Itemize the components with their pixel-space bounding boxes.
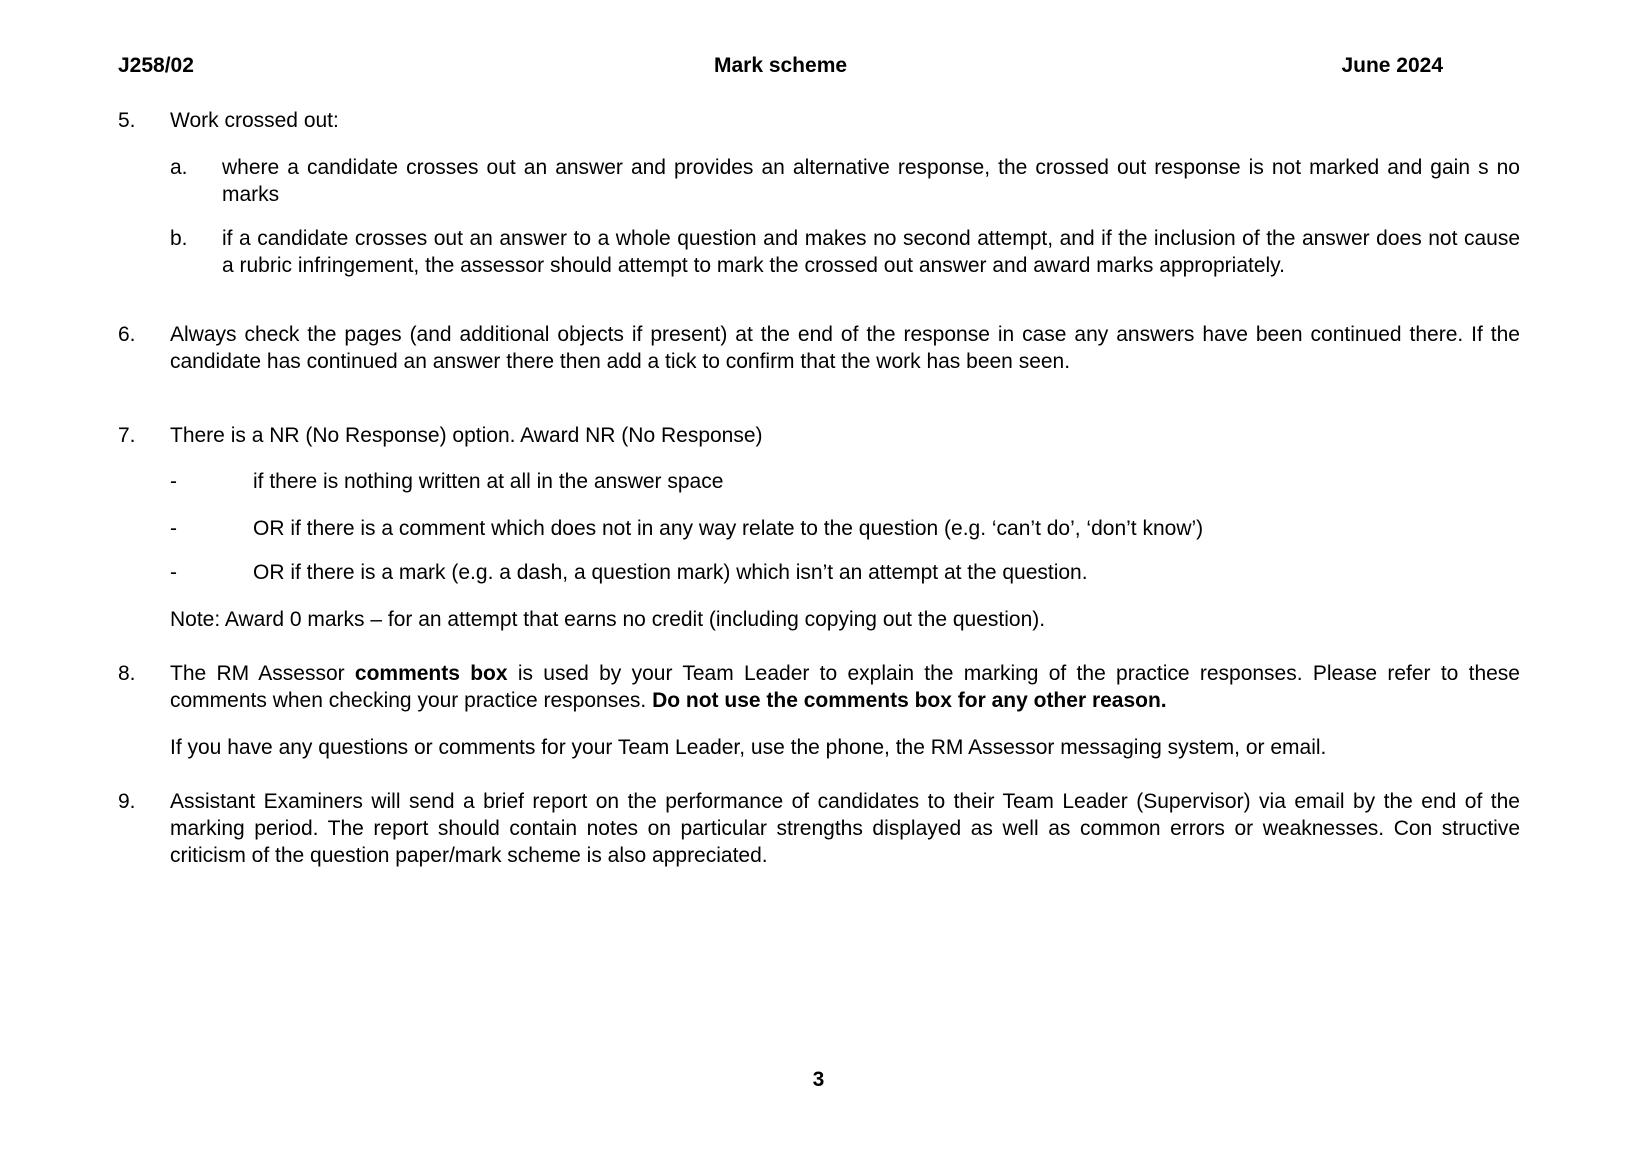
- subitem-a-marker: a.: [170, 156, 188, 179]
- item-7-number: 7.: [118, 424, 136, 447]
- subitem-b-marker: b.: [170, 227, 188, 250]
- bullet-item: [170, 468, 1520, 495]
- bullet-marker: -: [170, 561, 177, 584]
- subitem-a: [170, 154, 1520, 208]
- item-9-text: Assistant Examiners will send a brief report on the performance of candidates to their Team Leader (Supervisor) via email by the end of the marking period. The report should contain notes on particular strengths displayed as well as common errors or weaknesses. Con structive criticism of the question paper/mark scheme is also appreciated.: [170, 790, 1520, 867]
- header-date: June 2024: [1341, 54, 1444, 77]
- bullet-item: [170, 515, 1520, 542]
- bullet-item: [170, 559, 1520, 586]
- numbered-item-7: [118, 422, 1520, 633]
- bullet-marker: -: [170, 470, 177, 493]
- header-paper-code: J258/02: [118, 54, 194, 77]
- subitem-b-text: if a candidate crosses out an answer to a whole question and makes no second attempt, and if the inclusion of the answer does not cause a rubric infringement, the assessor should attempt to mark the crossed out answer and award marks appropriately.: [222, 227, 1520, 277]
- numbered-item-5: [118, 107, 1520, 279]
- bullet-text: OR if there is a comment which does not in any way relate to the question (e.g. ‘can’t do’, ‘don’t know’): [253, 517, 1204, 540]
- bullet-text: if there is nothing written at all in the answer space: [253, 470, 724, 493]
- numbered-item-8: [118, 660, 1520, 761]
- item-7-note: Note: Award 0 marks – for an attempt that earns no credit (including copying out the question).: [170, 608, 1046, 631]
- bullet-text: OR if there is a mark (e.g. a dash, a question mark) which isn’t an attempt at the question.: [253, 561, 1088, 584]
- page-header: [118, 0, 1520, 79]
- item-7-heading: There is a NR (No Response) option. Award NR (No Response): [170, 424, 763, 447]
- subitem-a-text: where a candidate crosses out an answer and provides an alternative response, the crossed out response is not marked and gain s no marks: [222, 156, 1520, 206]
- numbered-item-9: [118, 788, 1520, 869]
- item-6-number: 6.: [118, 323, 136, 346]
- bullet-marker: -: [170, 517, 177, 540]
- item-8-number: 8.: [118, 662, 136, 685]
- subitem-b: [170, 225, 1520, 279]
- numbered-item-6: [118, 321, 1520, 375]
- item-6-text: Always check the pages (and additional objects if present) at the end of the response in case any answers have been continued there. If the candidate has continued an answer there then add a tick to confirm that the work has been seen.: [170, 323, 1520, 373]
- header-title: Mark scheme: [713, 54, 848, 77]
- page-number: 3: [812, 1068, 825, 1091]
- item-9-number: 9.: [118, 790, 136, 813]
- item-5-heading: Work crossed out:: [170, 109, 339, 132]
- item-5-number: 5.: [118, 109, 136, 132]
- item-8-text: The RM Assessor comments box is used by your Team Leader to explain the marking of the practice responses. Please refer to these comments when checking your practice responses. Do not use the comments box for any other reason.: [170, 662, 1520, 712]
- item-8-followup: If you have any questions or comments for your Team Leader, use the phone, the RM Assessor messaging system, or email.: [170, 736, 1327, 759]
